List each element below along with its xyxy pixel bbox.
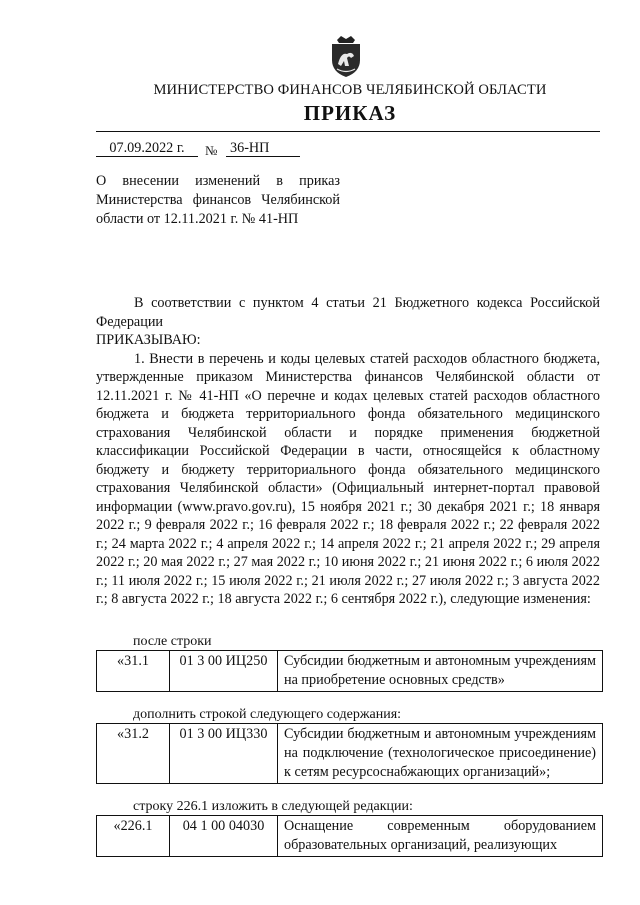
table-added-row [96, 723, 603, 784]
row-code: 01 3 00 ИЦ330 [170, 724, 278, 784]
order-subject: О внесении изменений в приказ Министерства финансов Челябинской области от 12.11.2021 г. № 41-НП [96, 173, 340, 227]
header-divider [96, 131, 600, 132]
note-add-row: дополнить строкой следующего содержания: [133, 707, 402, 722]
row-number: «31.2 [97, 724, 170, 784]
table-edited-row [96, 815, 603, 857]
note-edit-row: строку 226.1 изложить в следующей редакции: [133, 799, 413, 814]
coat-of-arms-icon [327, 34, 365, 78]
order-number: 36-НП [226, 140, 300, 157]
table-existing-row [96, 650, 603, 692]
order-word: ПРИКАЗЫВАЮ: [96, 332, 201, 348]
ministry-name: МИНИСТЕРСТВО ФИНАНСОВ ЧЕЛЯБИНСКОЙ ОБЛАСТИ [153, 82, 547, 98]
table-row [97, 816, 603, 857]
item-1-paragraph: 1. Внести в перечень и коды целевых статей расходов областного бюджета, утвержденные приказом Министерства финансов Челябинской области от 12.11.2021 г. № 41-НП «О перечне и кодах целевых статей расходов областного бюджета и бюджета территориального фонда обязательного медицинского страхования Челябинской области и порядке применения бюджетной классификации Российской Федерации в части, относящейся к областному бюджету и бюджету территориального фонда обязательного медицинского страхования Челябинской области» (Официальный интернет-портал правовой информации (www.pravo.gov.ru), 15 ноября 2021 г.; 30 декабря 2021 г.; 18 января 2022 г.; 9 февраля 2022 г.; 16 февраля 2022 г.; 18 февраля 2022 г.; 22 февраля 2022 г.; 24 марта 2022 г.; 4 апреля 2022 г.; 14 апреля 2022 г.; 21 апреля 2022 г.; 29 апреля 2022 г.; 20 мая 2022 г.; 27 мая 2022 г.; 10 июня 2022 г.; 21 июня 2022 г.; 6 июля 2022 г.; 11 июля 2022 г.; 15 июля 2022 г.; 21 июля 2022 г.; 27 июля 2022 г.; 3 августа 2022 г.; 8 августа 2022 г.; 18 августа 2022 г.; 6 сентября 2022 г.), следующие изменения: [96, 350, 600, 607]
intro-paragraph: В соответствии с пунктом 4 статьи 21 Бюджетного кодекса Российской Федерации [96, 295, 600, 330]
row-number: «226.1 [97, 816, 170, 857]
note-after-row: после строки [133, 634, 212, 649]
row-description: Оснащение современным оборудованием образовательных организаций, реализующих [278, 816, 603, 857]
number-sign: № [205, 143, 218, 158]
row-number: «31.1 [97, 651, 170, 692]
row-code: 01 3 00 ИЦ250 [170, 651, 278, 692]
table-row [97, 651, 603, 692]
order-date: 07.09.2022 г. [96, 140, 198, 157]
row-code: 04 1 00 04030 [170, 816, 278, 857]
table-row [97, 724, 603, 784]
document-title: ПРИКАЗ [303, 101, 397, 125]
order-body [96, 294, 600, 609]
row-description: Субсидии бюджетным и автономным учреждениям на подключение (технологическое присоединение) к сетям ресурсоснабжающих организаций»; [278, 724, 603, 784]
row-description: Субсидии бюджетным и автономным учреждениям на приобретение основных средств» [278, 651, 603, 692]
